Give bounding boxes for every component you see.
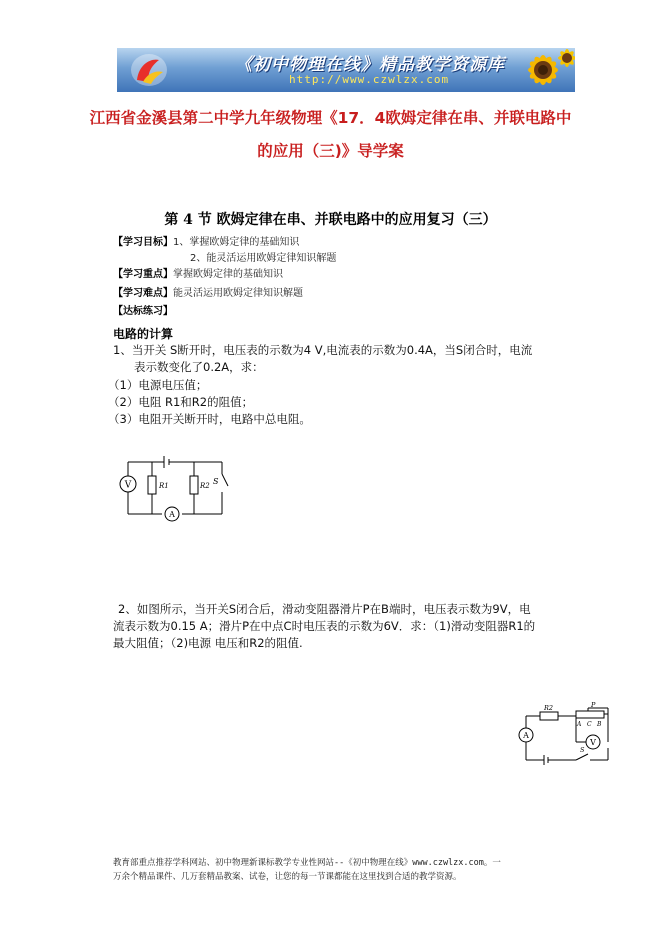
- sunflower-icon: [505, 48, 575, 92]
- q1-line2: 表示数变化了0.2A，求：: [134, 360, 264, 374]
- practice-label: 【达标练习】: [113, 306, 173, 317]
- voltmeter-label: V: [124, 480, 132, 491]
- q1-sub3: （3）电阻开关断开时，电路中总电阻。: [108, 412, 311, 426]
- practice-row: [113, 305, 173, 318]
- difficult-point-row: [113, 287, 303, 300]
- slider-p-label: P: [591, 702, 596, 709]
- footer-line1: 教育部重点推荐学科网站、初中物理新课标教学专业性网站--《初中物理在线》www.czwlzx.com。一: [113, 858, 501, 868]
- point-b-label: B: [597, 721, 602, 728]
- voltmeter-2-label: V: [590, 738, 596, 747]
- banner-title: 《初中物理在线》精品教学资源库: [235, 55, 505, 75]
- ammeter-label: A: [169, 510, 175, 519]
- q2-line1: 2、如图所示，当开关S闭合后，滑动变阻器滑片P在B端时，电压表示数为9V，电: [118, 602, 531, 616]
- document-title-line1: 江西省金溪县第二中学九年级物理《17．4欧姆定律在串、并联电路中: [89, 109, 572, 127]
- header-banner: [117, 48, 575, 92]
- footer-line2: 万余个精品课件、几万套精品教案、试卷，让您的每一节课都能在这里找到合适的教学资源。: [113, 872, 462, 882]
- switch-label: S: [213, 477, 219, 486]
- document-title-line2: 的应用（三)》导学案: [257, 142, 404, 160]
- circuit-diagram-1: [118, 450, 238, 522]
- difficult-point-text: 能灵活运用欧姆定律知识解题: [173, 288, 303, 299]
- switch-2-label: S: [580, 746, 585, 754]
- key-point-label: 【学习重点】: [113, 269, 173, 280]
- resistor-r2-label: R2: [200, 482, 210, 490]
- point-c-label: C: [587, 721, 592, 728]
- q2-line3: 最大阻值；（2)电源 电压和R2的阻值.: [113, 636, 303, 650]
- resistor-r1-label: R1: [159, 482, 169, 490]
- learning-target-1: 1、掌握欧姆定律的基础知识: [173, 237, 300, 248]
- q2-line2: 流表示数为0.15 A；滑片P在中点C时电压表的示数为6V．求：（1)滑动变阻器R1的: [113, 619, 536, 633]
- q1-line1: 1、当开关 S断开时，电压表的示数为4 V,电流表的示数为0.4A，当S闭合时，电流: [113, 343, 533, 357]
- circuit-diagram-2: [518, 702, 612, 770]
- q1-sub1: （1）电源电压值；: [108, 378, 208, 392]
- key-point-text: 掌握欧姆定律的基础知识: [173, 269, 283, 280]
- difficult-point-label: 【学习难点】: [113, 288, 173, 299]
- key-point-row: [113, 268, 283, 281]
- section-title: 电路的计算: [113, 327, 174, 341]
- q1-sub2: （2）电阻 R1和R2的阻值；: [108, 395, 254, 409]
- site-logo-icon: [129, 52, 169, 88]
- ammeter-2-label: A: [523, 731, 529, 740]
- banner-url[interactable]: http://www.czwlzx.com: [289, 73, 450, 86]
- resistor-2-r2-label: R2: [544, 704, 554, 712]
- page-footer: [113, 856, 573, 884]
- learning-target-label: 【学习目标】: [113, 237, 173, 248]
- point-a-label: A: [577, 721, 582, 728]
- learning-target-2: 2、能灵活运用欧姆定律知识解题: [190, 253, 337, 264]
- section-heading: 第 4 节 欧姆定律在串、并联电路中的应用复习（三）: [164, 212, 497, 228]
- learning-target-row: [113, 236, 299, 249]
